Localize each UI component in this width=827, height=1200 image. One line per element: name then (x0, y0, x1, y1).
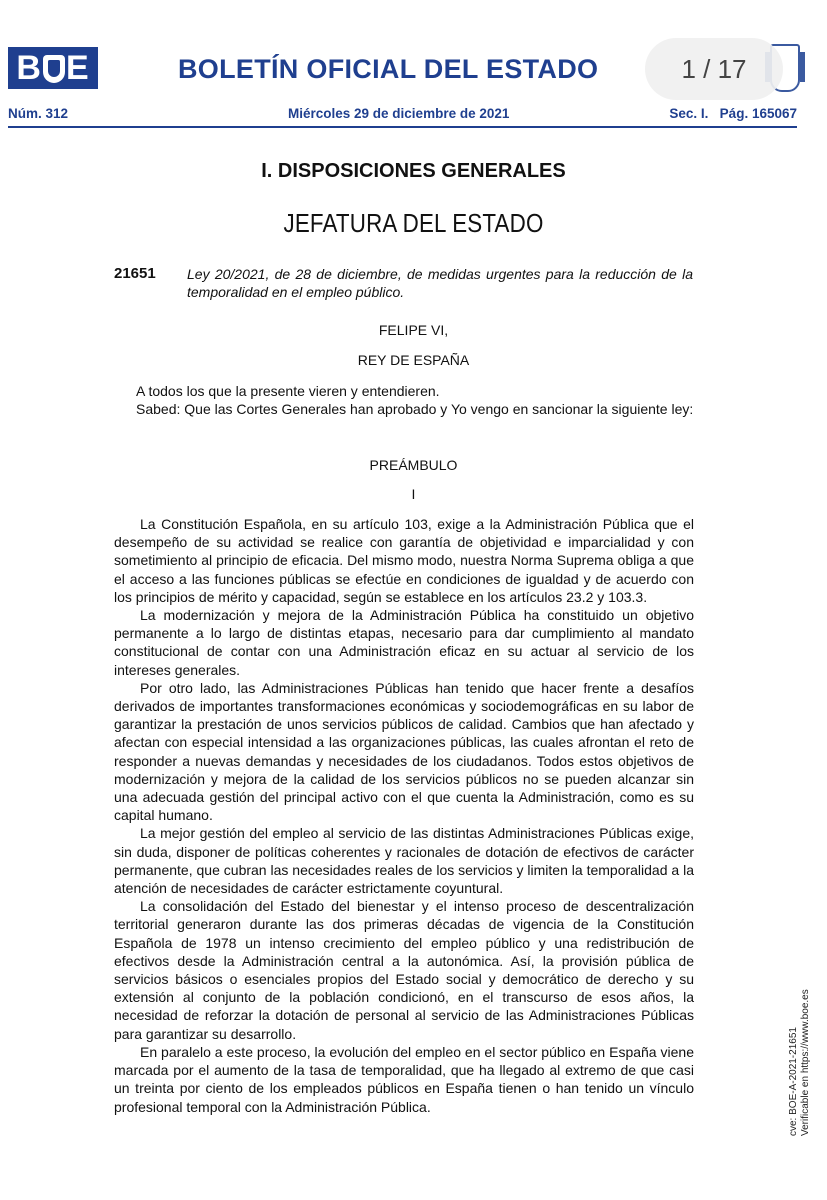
page-indicator: 1 / 17 (645, 38, 783, 100)
intro-text (114, 382, 694, 418)
issue-number: Núm. 312 (8, 106, 69, 121)
paragraph: Por otro lado, las Administraciones Públicas han tenido que hacer frente a desafíos derivados de importantes transformaciones económicas y sociodemográficas en su labor de garantizar la prestación de unos servicios públicos de calidad. Cambios que han afectado y afectan con especial intensidad a las organizaciones públicas, las cuales afrontan el reto de responder a nuevas demandas y necesidades de los ciudadanos. Todos estos objetivos de modernización y mejora de la calidad de los servicios públicos no se pueden alcanzar sin una adecuada gestión del principal activo con el que cuenta la Administración, como es su capital humano. (114, 679, 694, 824)
cve-code: cve: BOE-A-2021-21651 (788, 1027, 799, 1136)
preamble-body (114, 515, 694, 1116)
paragraph: La Constitución Española, en su artículo 103, exige a la Administración Pública que el desempeño de su actividad se realice con garantía de objetividad e imparcialidad y con sometimiento al principio de eficacia. Del mismo modo, nuestra Norma Suprema obliga a que el acceso a las funciones públicas se efectúe en condiciones de igualdad y de acuerdo con los principios de mérito y capacidad, según se establece en los artículos 23.2 y 103.3. (114, 516, 694, 605)
coat-of-arms-icon (43, 55, 65, 83)
law-title: Ley 20/2021, de 28 de diciembre, de medidas urgentes para la reducción de la temporalidad en el empleo público. (187, 266, 693, 300)
king-name: FELIPE VI, (378, 322, 449, 338)
law-number: 21651 (114, 265, 156, 282)
intro-line: A todos los que la presente vieren y entendieren. (136, 383, 440, 399)
section-title: I. DISPOSICIONES GENERALES (261, 160, 566, 182)
verification-sidebar (788, 984, 811, 1144)
boe-logo: B E (8, 47, 98, 89)
section-page: Sec. I. Pág. 165067 (669, 106, 797, 121)
verify-link[interactable]: Verificable en https://www.boe.es (800, 989, 811, 1136)
document-header (0, 0, 827, 100)
preamble-roman: I (411, 486, 416, 502)
king-title: REY DE ESPAÑA (357, 352, 470, 368)
issue-date: Miércoles 29 de diciembre de 2021 (288, 106, 510, 121)
intro-line: Sabed: Que las Cortes Generales han aprobado y Yo vengo en sancionar la siguiente ley: (136, 401, 694, 417)
preamble-heading: PREÁMBULO (369, 457, 458, 473)
department-title: JEFATURA DEL ESTADO (283, 208, 544, 238)
paragraph: La modernización y mejora de la Administración Pública ha constituido un objetivo permanente a lo largo de distintas etapas, necesario para dar cumplimiento al mandato constitucional de contar con una Administración eficaz en su actuar al servicio de los intereses generales. (114, 607, 694, 678)
paragraph: La mejor gestión del empleo al servicio de las distintas Administraciones Públicas exige, sin duda, disponer de políticas coherentes y racionales de dotación de efectivos de carácter permanente, que cubran las necesidades reales de los servicios y limiten la temporalidad a la atención de necesidades de carácter estrictamente coyuntural. (114, 825, 694, 897)
paragraph: En paralelo a este proceso, la evolución del empleo en el sector público en España viene marcada por el aumento de la tasa de temporalidad, que ha llegado al extremo de que casi un treinta por ciento de los empleados públicos en España tienen o han tenido un vínculo profesional temporal con la Administración Pública. (114, 1043, 694, 1115)
paragraph: La consolidación del Estado del bienestar y el intenso proceso de descentralización territorial generaron durante las dos primeras décadas de vigencia de la Constitución Española de 1978 un intenso crecimiento del empleo público y una redistribución de efectivos desde la Administración central a la autonómica. Así, la provisión pública de servicios básicos o esenciales propios del Estado social y democrático de derecho y su extensión al conjunto de la población condicionó, en el transcurso de esos años, la necesidad de reforzar la dotación de personal al servicio de las Administraciones Públicas para garantizar su desarrollo. (114, 898, 694, 1042)
header-divider (8, 126, 797, 128)
gazette-title: BOLETÍN OFICIAL DEL ESTADO (178, 54, 599, 84)
